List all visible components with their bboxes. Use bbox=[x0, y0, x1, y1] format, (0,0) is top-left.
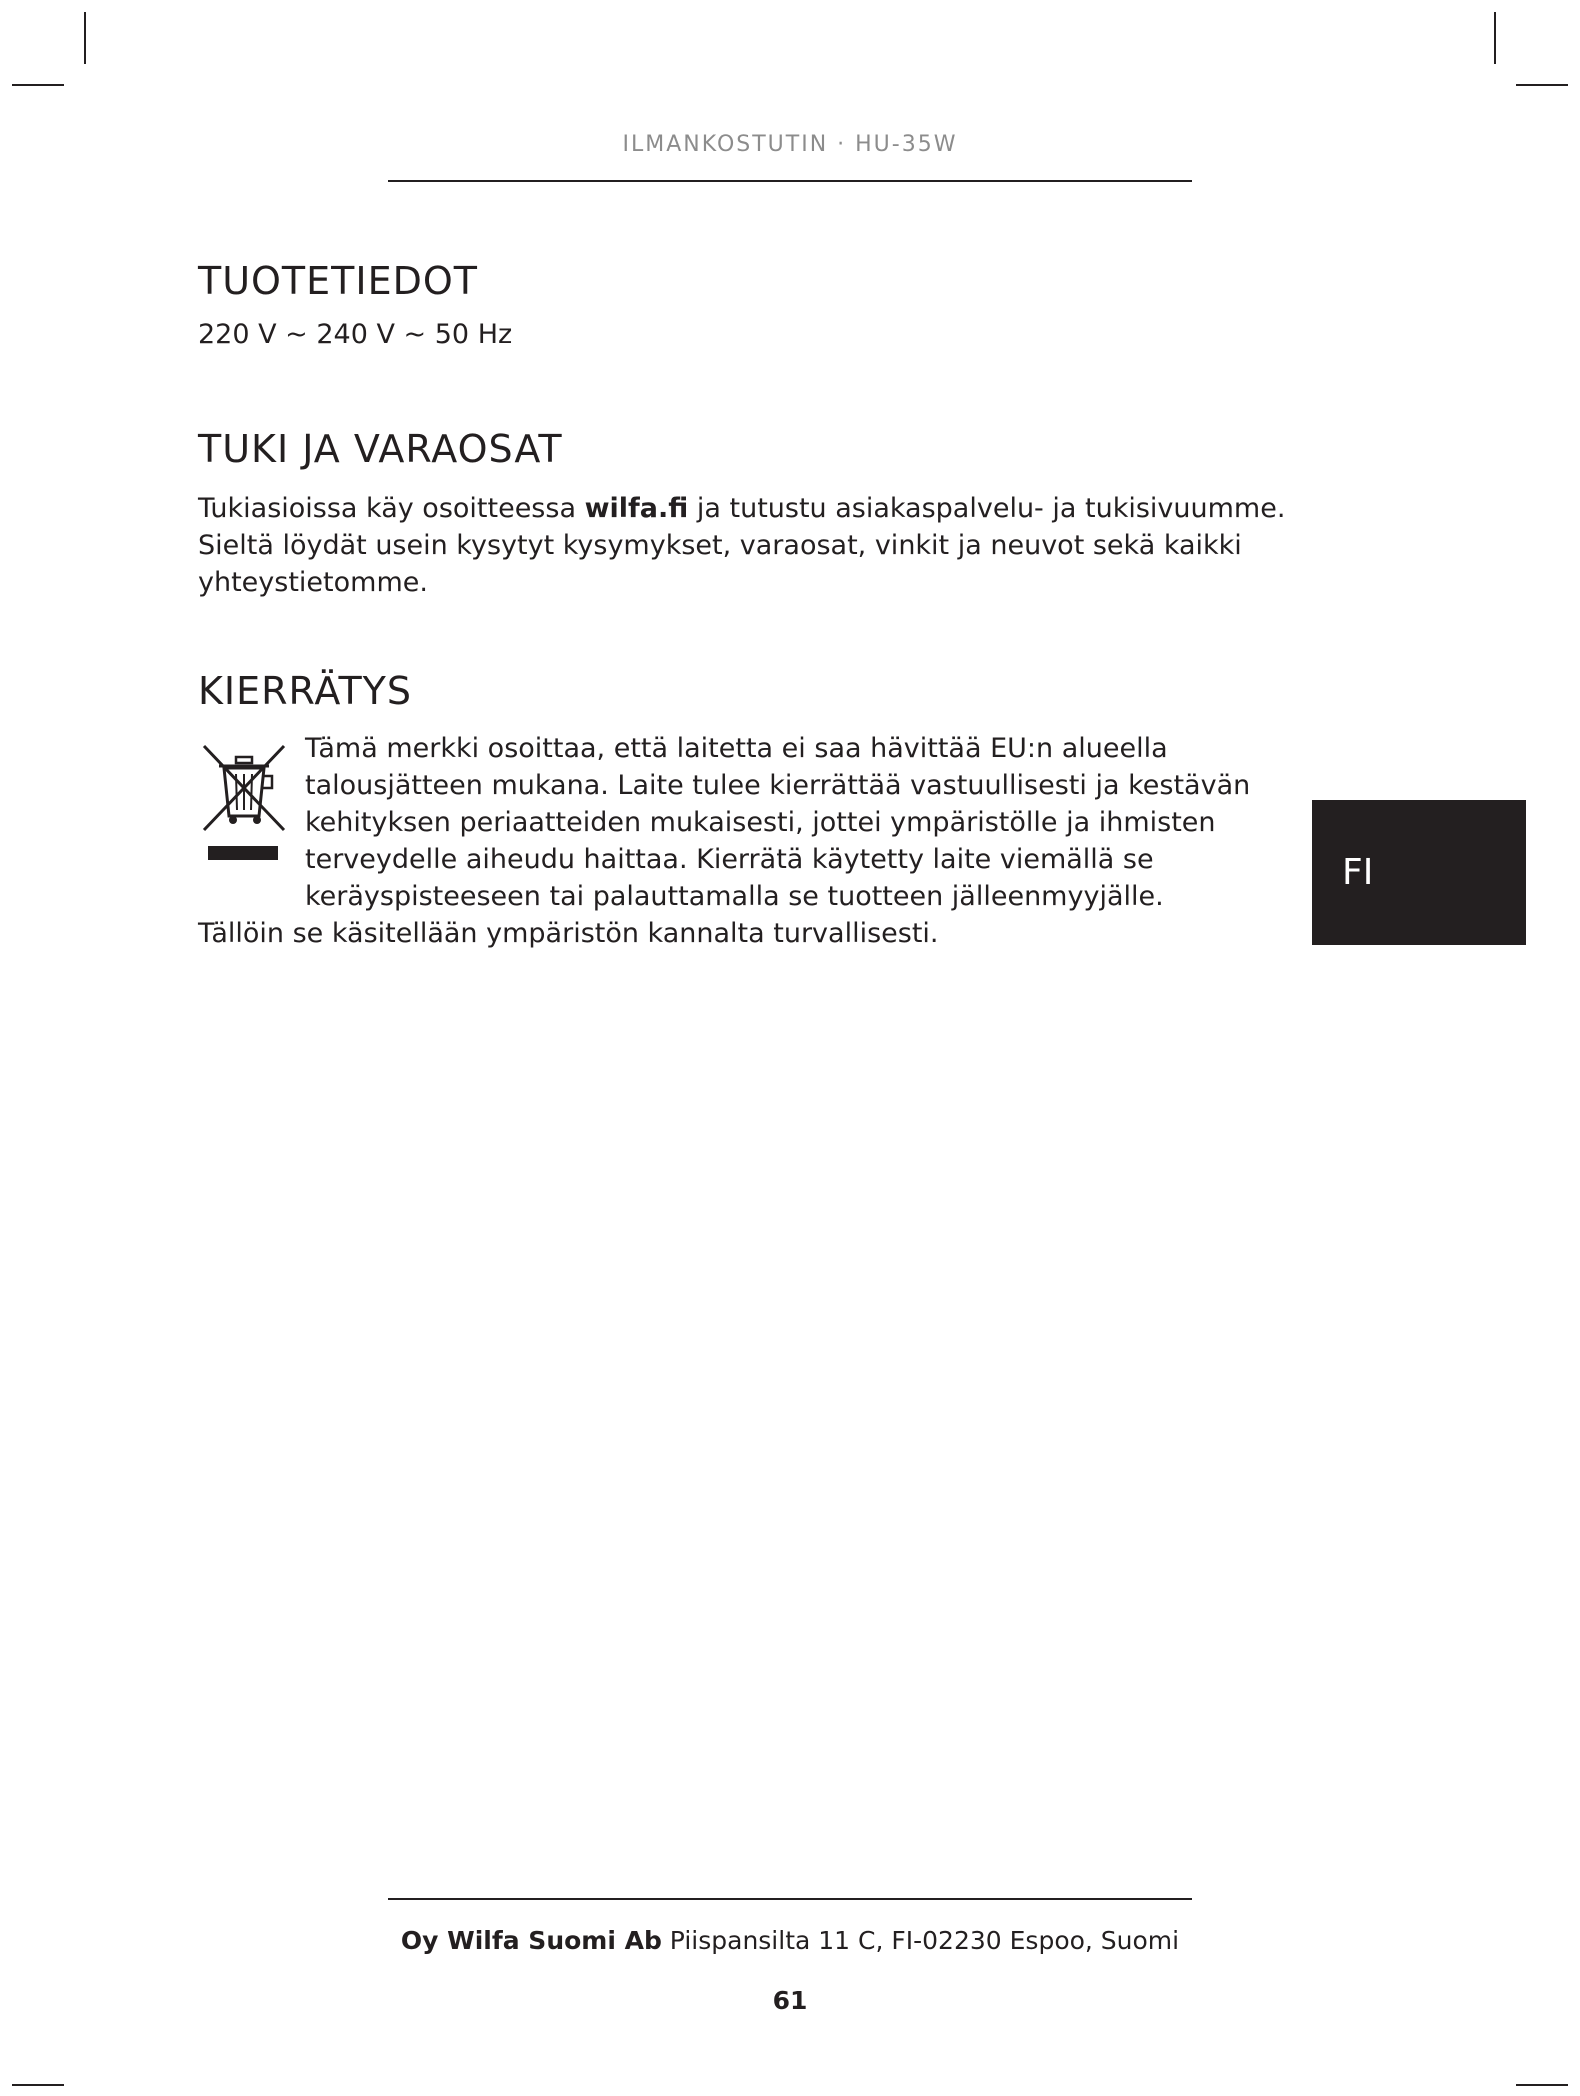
recycling-line: kehityksen periaatteiden mukaisesti, jottei ympäristölle ja ihmisten bbox=[305, 807, 1216, 838]
section-heading: TUKI JA VARAOSAT bbox=[198, 427, 563, 471]
section-tuotetiedot bbox=[198, 259, 1198, 353]
voltage-spec: 220 V ~ 240 V ~ 50 Hz bbox=[198, 319, 513, 350]
recycling-last-text: Tällöin se käsitellään ympäristön kannalta turvallisesti. bbox=[198, 918, 939, 949]
support-link[interactable]: wilfa.fi bbox=[584, 493, 689, 524]
support-line1-pre: Tukiasioissa käy osoitteessa bbox=[198, 493, 585, 524]
recycling-lines bbox=[305, 730, 1265, 915]
support-paragraph bbox=[198, 490, 1298, 601]
header-rule bbox=[388, 180, 1192, 182]
language-tab: FI bbox=[1312, 800, 1526, 945]
support-line2: Sieltä löydät usein kysytyt kysymykset, varaosat, vinkit ja neuvot sekä kaikki bbox=[198, 530, 1242, 561]
footer-rule bbox=[388, 1898, 1192, 1900]
section-heading: TUOTETIEDOT bbox=[198, 259, 478, 303]
recycling-line: keräyspisteeseen tai palauttamalla se tuotteen jälleenmyyjälle. bbox=[305, 881, 1164, 912]
weee-crossed-bin-icon bbox=[200, 740, 288, 866]
header-title: ILMANKOSTUTIN · HU-35W bbox=[622, 132, 958, 157]
footer-company: Oy Wilfa Suomi Ab bbox=[400, 1926, 662, 1955]
recycling-line: talousjätteen mukana. Laite tulee kierrättää vastuullisesti ja kestävän bbox=[305, 770, 1251, 801]
support-line1-post: ja tutustu asiakaspalvelu- ja tukisivuumme. bbox=[688, 493, 1286, 524]
crop-mark-top-left-vertical bbox=[84, 12, 86, 64]
crop-mark-bottom-left-horizontal bbox=[12, 2084, 64, 2086]
footer-address bbox=[390, 1926, 1190, 1955]
footer-address-text: Piispansilta 11 C, FI-02230 Espoo, Suomi bbox=[661, 1926, 1180, 1955]
crop-mark-bottom-right-horizontal bbox=[1516, 2084, 1568, 2086]
crop-mark-top-left-horizontal bbox=[12, 84, 64, 86]
crop-mark-top-right-horizontal bbox=[1516, 84, 1568, 86]
section-kierratys-heading bbox=[198, 669, 412, 713]
recycling-line: terveydelle aiheudu haittaa. Kierrätä käytetty laite viemällä se bbox=[305, 844, 1154, 875]
crop-mark-top-right-vertical bbox=[1494, 12, 1496, 64]
recycling-last-line bbox=[198, 915, 1298, 952]
section-tuki bbox=[198, 427, 1298, 601]
recycling-paragraph bbox=[305, 730, 1265, 915]
section-heading: KIERRÄTYS bbox=[198, 669, 412, 713]
recycling-line: Tämä merkki osoittaa, että laitetta ei saa hävittää EU:n alueella bbox=[305, 733, 1168, 764]
support-line3: yhteystietomme. bbox=[198, 567, 428, 598]
page-number: 61 bbox=[772, 1986, 808, 2015]
